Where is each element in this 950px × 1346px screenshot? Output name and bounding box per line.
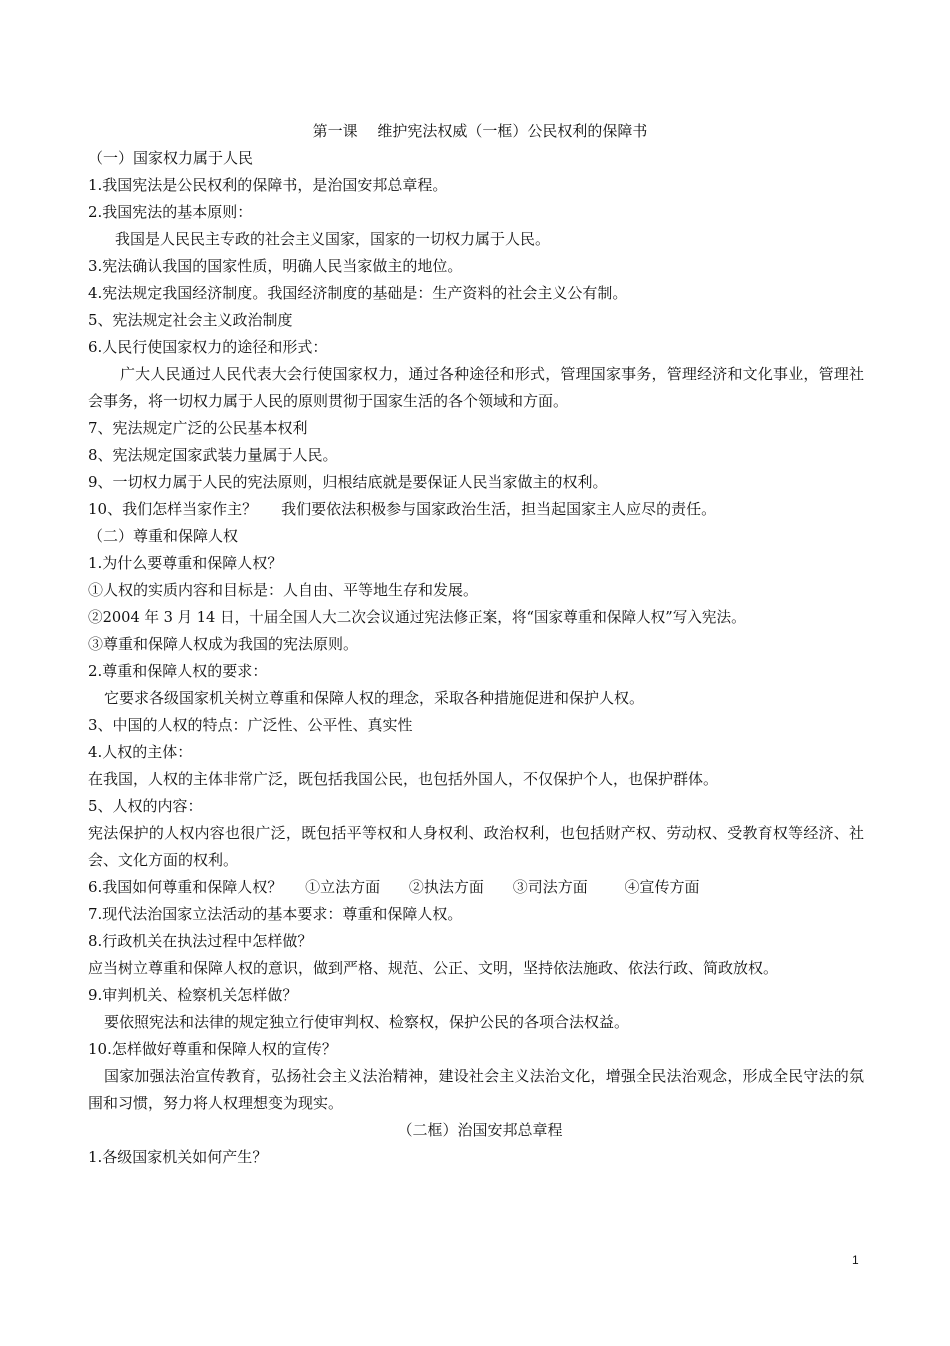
- paragraph: 要依照宪法和法律的规定独立行使审判权、检察权，保护公民的各项合法权益。: [104, 1013, 630, 1031]
- paragraph: 10.怎样做好尊重和保障人权的宣传？: [88, 1040, 337, 1058]
- paragraph: 我国是人民民主专政的社会主义国家，国家的一切权力属于人民。: [115, 230, 551, 248]
- paragraph: 它要求各级国家机关树立尊重和保障人权的理念，采取各种措施促进和保护人权。: [104, 689, 645, 707]
- paragraph: [88, 496, 864, 523]
- paragraph: 9.审判机关、检察机关怎样做？: [88, 986, 298, 1004]
- paragraph: 3、中国的人权的特点：广泛性、公平性、真实性: [88, 716, 413, 734]
- paragraph: 1.为什么要尊重和保障人权？: [88, 554, 283, 572]
- paragraph: 5、人权的内容：: [88, 797, 203, 815]
- option-item: ②执法方面: [408, 878, 484, 896]
- paragraph: 宪法保护的人权内容也很广泛，既包括平等权和人身权利、政治权利，也包括财产权、劳动权、受教育权等经济、社会、文化方面的权利。: [88, 824, 864, 869]
- paragraph: 2.我国宪法的基本原则：: [88, 203, 253, 221]
- paragraph: 1.我国宪法是公民权利的保障书，是治国安邦总章程。: [88, 176, 448, 194]
- answer-text: 我们要依法积极参与国家政治生活，担当起国家主人应尽的责任。: [281, 500, 717, 518]
- paragraph: 国家加强法治宣传教育，弘扬社会主义法治精神，建设社会主义法治文化，增强全民法治观念，形成全民守法的氛围和习惯，努力将人权理想变为现实。: [88, 1067, 864, 1112]
- document-body: [88, 118, 864, 1171]
- paragraph: 1.各级国家机关如何产生？: [88, 1148, 268, 1166]
- paragraph: 应当树立尊重和保障人权的意识，做到严格、规范、公正、文明，坚持依法施政、依法行政、简政放权。: [88, 959, 779, 977]
- paragraph: 广大人民通过人民代表大会行使国家权力，通过各种途径和形式，管理国家事务，管理经济和文化事业，管理社会事务，将一切权力属于人民的原则贯彻于国家生活的各个领域和方面。: [88, 365, 864, 410]
- paragraph: 5、宪法规定社会主义政治制度: [88, 311, 293, 329]
- paragraph: 9、一切权力属于人民的宪法原则，归根结底就是要保证人民当家做主的权利。: [88, 473, 608, 491]
- paragraph: 4.人权的主体：: [88, 743, 193, 761]
- paragraph: 在我国，人权的主体非常广泛，既包括我国公民，也包括外国人，不仅保护个人，也保护群体。: [88, 770, 719, 788]
- option-item: ③司法方面: [512, 878, 588, 896]
- paragraph: 8.行政机关在执法过程中怎样做？: [88, 932, 313, 950]
- section-heading: （一）国家权力属于人民: [88, 149, 254, 167]
- question-text: 10、我们怎样当家作主？: [88, 500, 258, 518]
- section-heading: （二框）治国安邦总章程: [397, 1121, 563, 1139]
- paragraph: [88, 874, 864, 901]
- paragraph: 7.现代法治国家立法活动的基本要求：尊重和保障人权。: [88, 905, 463, 923]
- question-text: 6.我国如何尊重和保障人权？: [88, 878, 283, 896]
- paragraph: 2.尊重和保障人权的要求：: [88, 662, 268, 680]
- option-item: ①立法方面: [305, 878, 381, 896]
- page-number: 1: [852, 1253, 859, 1267]
- paragraph: 8、宪法规定国家武装力量属于人民。: [88, 446, 338, 464]
- paragraph: 6.人民行使国家权力的途径和形式：: [88, 338, 328, 356]
- section-heading: （二）尊重和保障人权: [88, 527, 239, 545]
- paragraph: 3.宪法确认我国的国家性质，明确人民当家做主的地位。: [88, 257, 463, 275]
- paragraph: 4.宪法规定我国经济制度。我国经济制度的基础是：生产资料的社会主义公有制。: [88, 284, 628, 302]
- paragraph: ①人权的实质内容和目标是：人自由、平等地生存和发展。: [88, 581, 479, 599]
- paragraph: ③尊重和保障人权成为我国的宪法原则。: [88, 635, 359, 653]
- option-item: ④宣传方面: [624, 878, 700, 896]
- paragraph: 7、宪法规定广泛的公民基本权利: [88, 419, 308, 437]
- paragraph: ②2004 年 3 月 14 日，十届全国人大二次会议通过宪法修正案，将“国家尊重和保障人权”写入宪法。: [88, 609, 746, 626]
- document-title: 第一课 维护宪法权威（一框）公民权利的保障书: [312, 122, 648, 140]
